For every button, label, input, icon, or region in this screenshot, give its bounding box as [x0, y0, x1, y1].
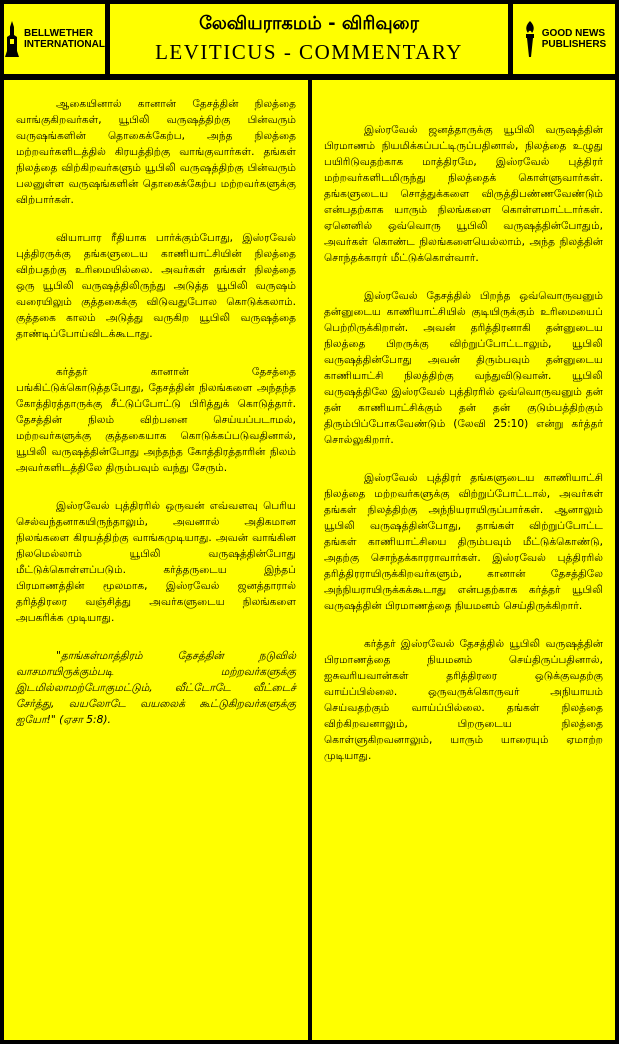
left-column — [4, 80, 308, 1040]
paragraph: இஸ்ரவேல் புத்திரர் தங்களுடைய காணியாட்சி நிலத்தை மற்றவர்களுக்கு விற்றுப்போட்டால், அவர்கள் தங்கள் நிலத்திற்கு அந்நியராயிருப்பார்கள். ஆனாலும் யூபிலி வருஷத்தின்போது, தாங்கள் விற்றுப்போட்ட தங்கள் காணியாட்சியை திரும்பவும் மீட்டுக்கொண்டு, அதற்கு சொந்தக்காரராவார்கள். இஸ்ரவேல் புத்திரரில் தரித்திரராயிருக்கிறவர்களும், கானான் தேசத்திலே அந்நியராயிருக்கக்கூடாது என்பதற்காக கர்த்தர் யூபிலி வருஷத்தின் பிரமாணத்தை நியமனம் செய்திருக்கிறார். — [324, 472, 603, 612]
right-column — [312, 80, 615, 1040]
paragraph: இஸ்ரவேல் தேசத்தில் பிறந்த ஒவ்வொருவனும் தன்னுடைய காணியாட்சியில் குடியிருக்கும் உரிமையைப் பெற்றிருக்கிறான். அவன் தரித்திரனாகி தன்னுடைய நிலத்தை பிறருக்கு விற்றுப்போட்டாலும், யூபிலி வருஷத்தின்போது அவன் திரும்பவும் தன்னுடைய காணியாட்சி நிலத்திற்கு வந்துவிடுவான். யூபிலி வருஷத்திலே இஸ்ரவேல் புத்திரரில் ஒவ்வொருவனும் தன் தன் காணியாட்சிக்கும் தன் தன் குடும்பத்திற்கும் திரும்பிப்போகவேண்டும் (லேவி 25:10) என்று கர்த்தர் சொல்லுகிறார். — [324, 290, 603, 446]
paragraph: இஸ்ரவேல் புத்திரரில் ஒருவன் எவ்வளவு பெரிய செல்வந்தனாகயிருந்தாலும், அவனால் அதிகமான நிலங்களை கிரயத்திற்கு வாங்கமுடியாது. அவன் வாங்கின நிலமெல்லாம் யூபிலி வருஷத்தின்போது மீட்டுக்கொள்ளப்படும். கர்த்தருடைய இந்தப் பிரமாணத்தின் மூலமாக, இஸ்ரவேல் ஜனத்தாரால் தரித்திரரை வஞ்சித்து அவர்களுடைய நிலங்களை அபகரிக்க முடியாது. — [16, 500, 296, 624]
torch-icon — [522, 21, 538, 57]
page-title-tamil: லேவியராகமம் - விரிவுரை — [199, 13, 419, 34]
paragraph: இஸ்ரவேல் ஜனத்தாருக்கு யூபிலி வருஷத்தின் பிரமாணம் நியமிக்கப்பட்டிருப்பதினால், நிலத்தை உழுது பயிரிடுவதற்காக மாத்திரமே, இஸ்ரவேல் புத்திரர் மற்றவர்களிடமிருந்து நிலத்தைக் கொள்ளுவார்கள். தங்களுடைய சொத்துக்களை விருத்திபண்ணவேண்டும் என்பதற்காக யாரும் நிலங்களை கொள்ளமாட்டார்கள். ஏனெனில் ஒவ்வொரு யூபிலி வருஷத்தின்போதும், அவர்கள் கொண்ட நிலங்களையெல்லாம், அந்த நிலத்தின் சொந்தக்காரர் மீட்டுக்கொள்வார். — [324, 124, 603, 264]
left-logo-line-1: BELLWETHER — [24, 28, 93, 39]
page-title-english: LEVITICUS - COMMENTARY — [155, 40, 463, 64]
right-logo-line-2: PUBLISHERS — [541, 39, 607, 50]
paragraph: ஆகையினால் கானான் தேசத்தின் நிலத்தை வாங்குகிறவர்கள், யூபிலி வருஷத்திற்கு பின்வரும் வருஷங்களின் தொகைக்கேற்ப, அந்த நிலத்தை மற்றவர்களிடத்தில் கிரயத்திற்கு வாங்குவார்கள். தங்கள் நிலத்தை விற்கிறவர்களும் யூபிலி வருஷத்திற்கு பின்வரும் பலனுள்ள வருஷங்களின் தொகைக்கேற்ப மற்றவர்களுக்கு விற்பார்கள். — [16, 98, 296, 206]
page-header — [110, 4, 508, 74]
good-news-logo — [513, 4, 615, 74]
bell-tower-icon — [4, 21, 20, 57]
left-logo-line-2: INTERNATIONAL — [24, 39, 105, 50]
scripture-quote: "தாங்கள்மாத்திரம் தேசத்தின் நடுவில் வாசமாயிருக்கும்படி மற்றவர்களுக்கு இடமில்லாமற்போகுமட்டும், வீட்டோடே வீட்டைச் சேர்த்து, வயலோடே வயலைக் கூட்டுகிறவர்களுக்கு ஐயோ!" (ஏசா 5:8). — [16, 650, 296, 726]
paragraph: கர்த்தர் இஸ்ரவேல் தேசத்தில் யூபிலி வருஷத்தின் பிரமாணத்தை நியமனம் செய்திருப்பதினால், ஐசுவரியவான்கள் தரித்திரரை ஒடுக்குவதற்கு வாய்ப்பில்லை. ஒருவருக்கொருவர் அநியாயம் செய்வதற்கும் வாய்ப்பில்லை. தங்கள் நிலத்தை விற்கிறவனாலும், பிறருடைய நிலத்தை கொள்ளுகிறவனாலும், யாரும் யாரையும் ஏமாற்ற முடியாது. — [324, 638, 603, 762]
paragraph: கர்த்தர் கானான் தேசத்தை பங்கிட்டுக்கொடுத்தபோது, தேசத்தின் நிலங்களை அந்தந்த கோத்திரத்தாருக்கு சீட்டுப்போட்டு பிரித்துக் கொடுத்தார். தேசத்தின் நிலம் விற்பனை செய்யப்படாமல், மற்றவர்களுக்கு குத்தகையாக கொடுக்கப்படுவதினால், யூபிலி வருஷத்தின்போது அந்தந்த கோத்திரத்தாரின் நிலம் அவர்களிடத்திலே திரும்பவும் வந்து சேரும். — [16, 366, 296, 474]
bellwether-logo — [4, 4, 105, 74]
right-logo-line-1: GOOD NEWS — [541, 28, 606, 39]
paragraph: வியாபார ரீதியாக பார்க்கும்போது, இஸ்ரவேல் புத்திரருக்கு தங்களுடைய காணியாட்சியின் நிலத்தை விற்பதற்கு உரிமையில்லை. அவர்கள் தங்கள் நிலத்தை ஒரு யூபிலி வருஷத்திலிருந்து அடுத்த யூபிலி வருஷம் வரையிலும் குத்தகைக்கு விடுவதுபோல கொடுக்கலாம். குத்தகை காலம் அடுத்து வருகிற யூபிலி வருஷத்தை தாண்டிப்போய்விடக்கூடாது. — [16, 232, 296, 340]
